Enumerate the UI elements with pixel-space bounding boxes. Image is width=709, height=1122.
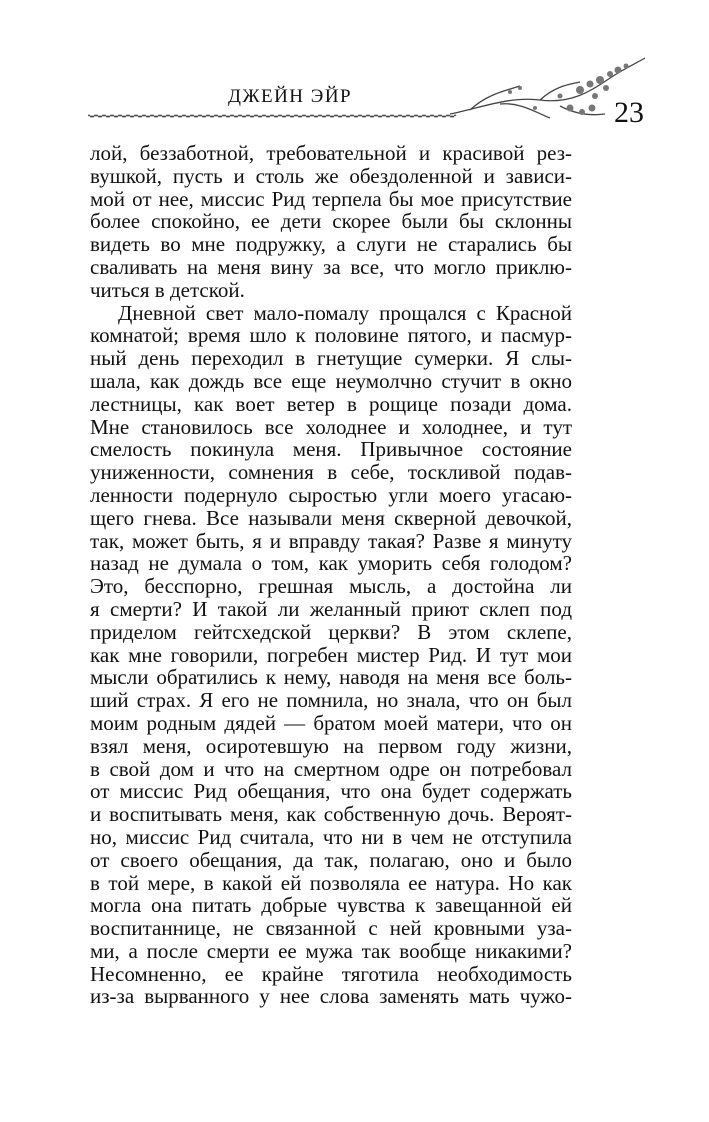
text-line: униженности, сомнения в себе, тоскливой подав-: [90, 460, 572, 485]
text-line: вушкой, пусть и столь же обездоленной и зависи-: [90, 163, 572, 188]
text-line: из-за вырванного у нее слова заменять мать чужо-: [90, 984, 572, 1009]
text-line: и воспитывать меня, как собственную дочь. Вероят-: [90, 802, 572, 827]
text-line: Это, бесспорно, грешная мысль, а достойна ли: [90, 574, 572, 599]
text-line: более спокойно, ее дети скорее были бы склонны: [90, 209, 572, 234]
text-line: лой, беззаботной, требовательной и красивой рез-: [90, 141, 572, 165]
wavy-header-rule: [88, 112, 458, 120]
text-line: сваливать на меня вину за все, что могло приклю-: [90, 254, 572, 279]
text-line: в свой дом и что на смертном одре он потребовал: [90, 756, 572, 781]
text-line: назад не думала о том, как уморить себя голодом?: [90, 551, 572, 576]
page-number: 23: [614, 96, 644, 129]
text-line: Несомненно, ее крайне тяготила необходимость: [90, 961, 572, 986]
text-line: я смерти? И такой ли желанный приют склеп под: [90, 596, 572, 621]
text-line: щего гнева. Все называли меня скверной девочкой,: [90, 505, 572, 530]
text-line: воспитаннице, не связанной с ней кровными уза-: [90, 916, 572, 941]
text-line: комнатой; время шло к половине пятого, и пасмур-: [90, 323, 572, 348]
text-line: шала, как дождь все еще неумолчно стучит в окно: [90, 368, 572, 393]
body-text: [90, 142, 572, 1008]
text-line: ный день переходил в гнетущие сумерки. Я слы-: [90, 346, 572, 371]
text-line: ми, а после смерти ее мужа так вообще никакими?: [90, 938, 572, 963]
text-line: Дневной свет мало-помалу прощался с Красной: [118, 300, 572, 325]
text-line: могла она питать добрые чувства к завещанной ей: [90, 893, 572, 918]
text-line: смелость покинула меня. Привычное состояние: [90, 437, 572, 462]
text-line: приделом гейтсхедской церкви? В этом склепе,: [90, 619, 572, 644]
running-head: ДЖЕЙН ЭЙР: [228, 86, 353, 107]
text-line: читься в детской.: [90, 277, 245, 302]
text-line: Мне становилось все холоднее и холоднее, и тут: [90, 414, 572, 439]
text-line: в той мере, в какой ей позволяла ее натура. Но как: [90, 870, 572, 895]
text-line: мысли обратились к нему, наводя на меня все боль-: [90, 665, 572, 690]
text-line: мой от нее, миссис Рид терпела бы мое присутствие: [90, 186, 572, 211]
text-line: видеть во мне подружку, а слуги не старались бы: [90, 232, 572, 257]
text-line: от своего обещания, да так, полагаю, оно и было: [90, 847, 572, 872]
text-line: от миссис Рид обещания, что она будет содержать: [90, 779, 572, 804]
text-line: взял меня, осиротевшую на первом году жизни,: [90, 733, 572, 758]
text-line: так, может быть, я и вправду такая? Разве я минуту: [90, 528, 572, 553]
text-line: моим родным дядей — братом моей матери, что он: [90, 710, 572, 735]
text-line: ший страх. Я его не помнила, но знала, что он был: [90, 688, 572, 713]
text-line: лестницы, как воет ветер в рощице позади дома.: [90, 391, 572, 416]
text-line: как мне говорили, погребен мистер Рид. И тут мои: [90, 642, 572, 667]
text-line: но, миссис Рид считала, что ни в чем не отступила: [90, 824, 572, 849]
text-line: ленности подернуло сыростью угли моего угасаю-: [90, 482, 572, 507]
